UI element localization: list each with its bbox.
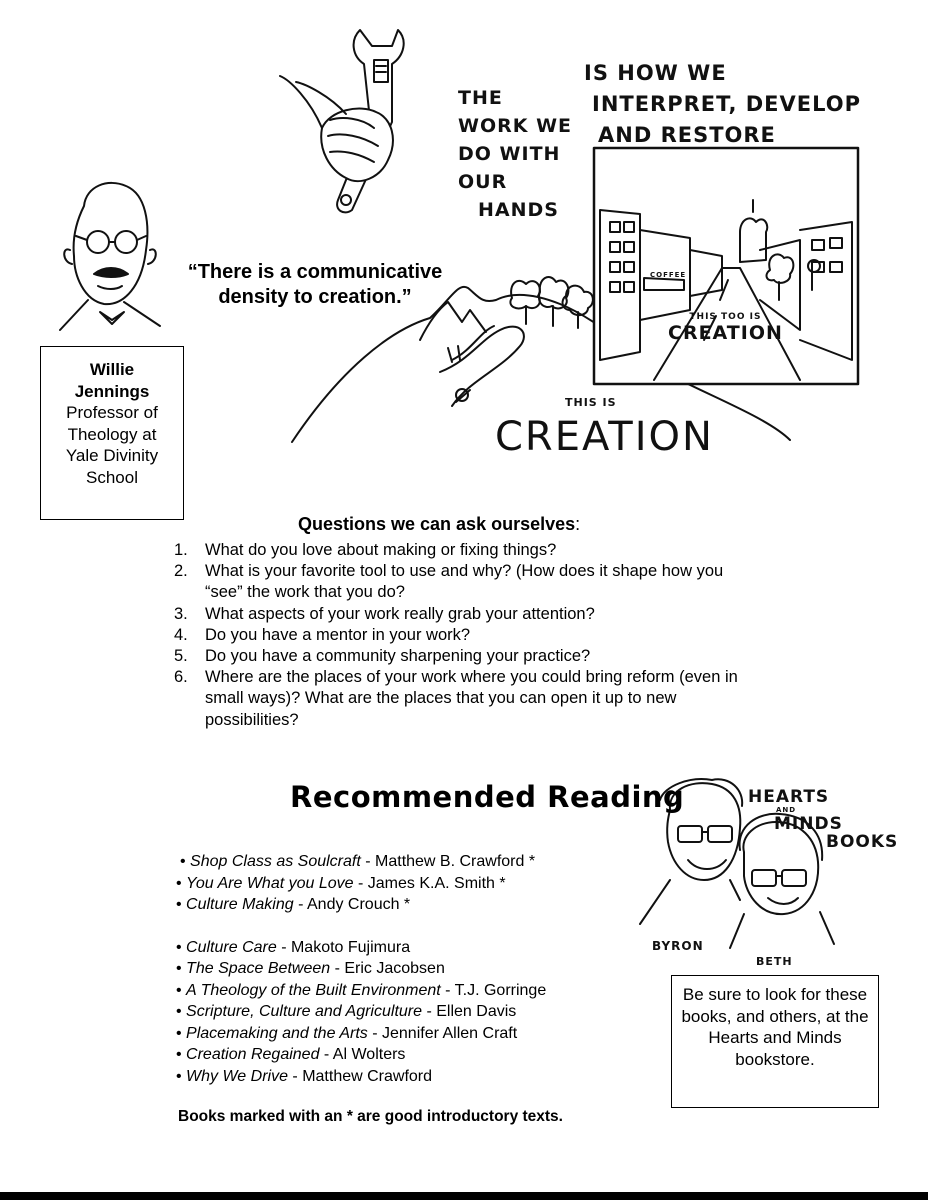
hands-caption (458, 84, 572, 224)
book-bullet: • (176, 1024, 187, 1042)
creation-caption-big: CREATION (495, 414, 714, 460)
question-item (174, 646, 764, 667)
book-bullet: • (176, 1067, 187, 1085)
hands-caption-line: THE (458, 87, 503, 109)
coffee-sign: COFFEE (650, 271, 687, 279)
person-first-name: Willie (89, 360, 135, 379)
beth-label: BETH (756, 955, 793, 968)
person-role-line: Yale Divinity (65, 446, 159, 465)
book-bullet: • (176, 874, 187, 892)
book-author: - Matthew B. Crawford * (360, 853, 536, 870)
bookstore-caption-line: AND (776, 806, 797, 814)
reading-list (176, 851, 546, 1087)
question-text: Where are the places of your work where you could bring reform (even in small ways)? What are the places that you can open it up to new possibilities? (205, 668, 738, 729)
restore-caption-line: INTERPRET, DEVELOP (592, 92, 862, 116)
restore-caption-line: IS HOW WE (584, 61, 727, 85)
question-item (174, 561, 764, 603)
book-title: Shop Class as Soulcraft (190, 853, 361, 870)
bookstore-caption-line: MINDS (774, 814, 843, 834)
book-bullet: • (176, 981, 187, 999)
question-number: 3. (174, 604, 188, 623)
bookstore-caption-line: BOOKS (826, 832, 899, 852)
book-item (176, 1066, 546, 1088)
restore-caption (584, 58, 861, 151)
willie-jennings-portrait (60, 183, 160, 330)
book-bullet: • (176, 960, 187, 977)
question-item (174, 625, 764, 646)
book-author: - Ellen Davis (422, 1003, 517, 1020)
book-title: Why We Drive (186, 1067, 288, 1085)
book-author: - Eric Jacobsen (330, 960, 445, 977)
book-author: - Al Wolters (319, 1046, 406, 1063)
bookstore-box: Be sure to look for these books, and others, at the Hearts and Minds bookstore. (671, 975, 879, 1108)
question-item (174, 540, 764, 561)
intro-texts-note: Books marked with an * are good introductory texts. (178, 1108, 563, 1125)
bottom-bar (0, 1192, 928, 1200)
restore-caption-line: AND RESTORE (598, 123, 776, 147)
hands-caption-line: OUR (458, 171, 508, 193)
book-title: Culture Making (186, 896, 294, 913)
question-number: 2. (174, 562, 188, 581)
book-author: - T.J. Gorringe (440, 981, 547, 999)
book-item (176, 894, 546, 916)
book-item (176, 851, 546, 873)
question-text: Do you have a community sharpening your practice? (205, 647, 591, 666)
question-text: Do you have a mentor in your work? (205, 625, 471, 644)
book-title: Culture Care (186, 938, 277, 956)
person-card (40, 346, 184, 520)
questions-title (298, 514, 580, 535)
question-text: What do you love about making or fixing things? (205, 541, 557, 559)
question-number: 6. (174, 668, 188, 687)
hands-caption-line: DO WITH (458, 143, 561, 165)
book-author: - Jennifer Allen Craft (367, 1024, 518, 1042)
hands-caption-line: WORK WE (458, 115, 573, 137)
book-item (176, 958, 546, 980)
byron-label: BYRON (652, 939, 704, 953)
question-text: What aspects of your work really grab your attention? (205, 604, 595, 623)
book-bullet: • (176, 1003, 187, 1020)
book-item (176, 937, 546, 959)
book-item (176, 980, 546, 1002)
book-bullet: • (176, 938, 187, 956)
book-item (176, 1023, 546, 1045)
city-caption-big: CREATION (668, 322, 783, 344)
person-role-line: Professor of (66, 403, 158, 422)
person-last-name: Jennings (74, 381, 150, 401)
city-caption-small: THIS TOO IS (689, 312, 762, 322)
book-bullet: • (176, 1046, 187, 1063)
book-bullet: • (176, 896, 187, 913)
book-title: A Theology of the Built Environment (186, 981, 441, 999)
questions-title-text: Questions we can ask ourselves (298, 514, 576, 534)
bookstore-caption-line: HEARTS (748, 787, 830, 807)
book-item (176, 1044, 546, 1066)
bookstore-caption (748, 788, 898, 851)
question-number: 4. (174, 625, 188, 644)
reading-title: Recommended Reading (290, 780, 685, 814)
city-street-drawing (594, 148, 858, 384)
person-role-line: Theology at (67, 424, 157, 444)
question-item (174, 604, 764, 625)
book-title: Scripture, Culture and Agriculture (186, 1003, 423, 1020)
city-caption (668, 312, 783, 344)
questions-list (174, 540, 764, 731)
book-title: Creation Regained (186, 1046, 320, 1063)
quote-text: “There is a communicative density to creation.” (187, 261, 443, 308)
questions-title-colon: : (575, 514, 581, 534)
creation-caption-small: THIS IS (565, 396, 617, 409)
book-author: - James K.A. Smith * (353, 874, 506, 892)
book-item (176, 873, 546, 895)
book-author: - Matthew Crawford (287, 1067, 433, 1085)
question-item (174, 667, 764, 731)
question-number: 1. (174, 541, 188, 559)
book-author: - Andy Crouch * (293, 896, 411, 913)
question-text: What is your favorite tool to use and why? (How does it shape how you “see” the work that you do? (205, 562, 724, 602)
book-title: Placemaking and the Arts (186, 1024, 368, 1042)
book-bullet: • (180, 853, 191, 870)
hands-caption-line: HANDS (478, 199, 559, 221)
book-author: - Makoto Fujimura (276, 938, 411, 956)
question-number: 5. (174, 647, 188, 666)
wrench-hand-drawing (280, 30, 404, 212)
book-title: The Space Between (186, 960, 331, 977)
person-role-line: School (86, 467, 138, 487)
book-title: You Are What you Love (186, 874, 354, 892)
book-item (176, 1001, 546, 1023)
